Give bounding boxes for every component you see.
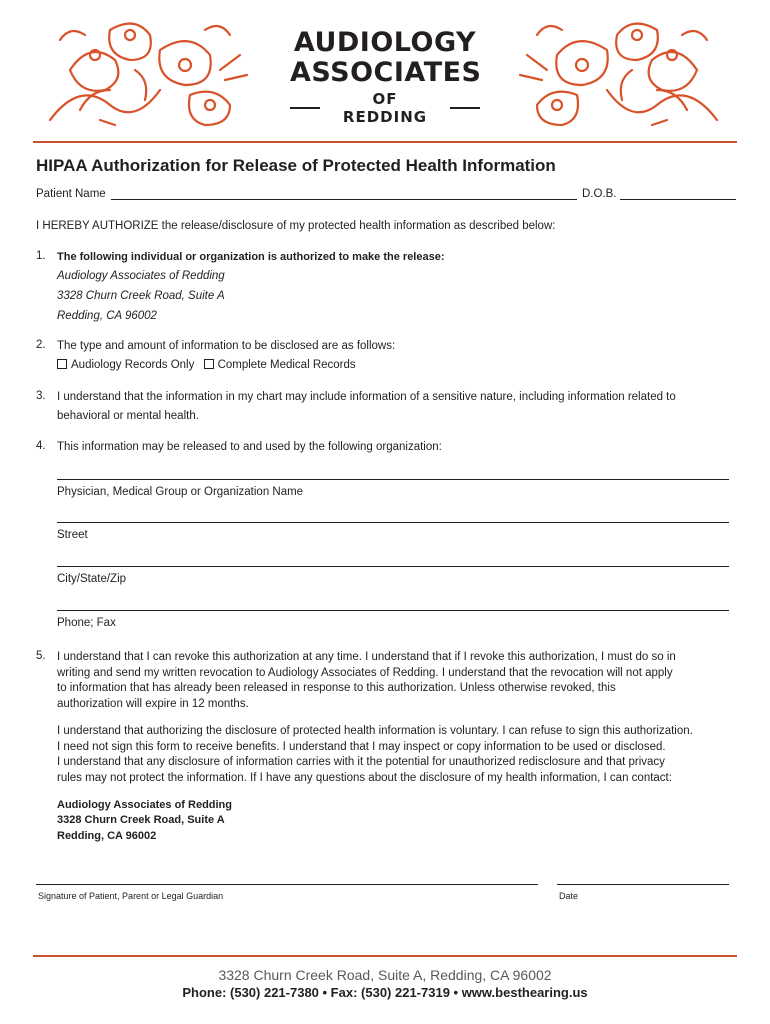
item-5-para-1-line-3: to information that has already been released in response to this authorization. Unless otherwise revoked, this [57,682,616,694]
item-4-number: 4. [36,440,46,452]
intro-text: I HEREBY AUTHORIZE the release/disclosure of my protected health information as described below: [36,220,556,232]
item-2-text: The type and amount of information to be disclosed are as follows: [57,340,396,352]
complete-records-label: Complete Medical Records [217,359,356,371]
phone-fax-label: Phone; Fax [57,617,116,629]
header-divider [33,141,737,143]
street-label: Street [57,529,88,541]
item-1-line-2: 3328 Churn Creek Road, Suite A [57,290,225,302]
date-label: Date [559,891,579,901]
complete-records-checkbox[interactable] [204,359,214,369]
footer-divider [33,955,737,957]
logo-line-1: AUDIOLOGY [293,27,477,58]
item-2-options [57,357,356,373]
item-3-line-1: I understand that the information in my chart may include information of a sensitive nature, including information related to [57,391,676,403]
signature-field[interactable] [36,884,538,885]
logo-line-3 [290,90,480,126]
patient-name-label: Patient Name [36,188,106,200]
company-logo [290,28,480,126]
item-5-para-1-line-1: I understand that I can revoke this authorization at any time. I understand that if I revoke this authorization, I must do so in [57,651,676,663]
logo-dash-right [450,107,480,109]
item-5-para-1-line-4: authorization will expire in 12 months. [57,698,249,710]
item-3-line-2: behavioral or mental health. [57,410,199,422]
logo-dash-left [290,107,320,109]
item-5-para-1-line-2: writing and send my written revocation to Audiology Associates of Redding. I understand that the revocation will not apply [57,667,673,679]
city-state-zip-label: City/State/Zip [57,573,127,585]
audiology-records-checkbox[interactable] [57,359,67,369]
footer-address: 3328 Churn Creek Road, Suite A, Redding, CA 96002 [218,967,552,983]
date-field[interactable] [557,884,729,885]
signature-label: Signature of Patient, Parent or Legal Guardian [38,891,224,901]
item-4-text: This information may be released to and used by the following organization: [57,441,442,453]
item-2-number: 2. [36,339,46,351]
letterhead [0,0,770,135]
dob-label: D.O.B. [582,188,617,200]
item-5-para-2-line-2: I need not sign this form to receive benefits. I understand that I may inspect or copy information to be used or disclosed. [57,741,666,753]
page-title: HIPAA Authorization for Release of Protected Health Information [36,156,556,175]
phone-fax-field[interactable] [57,610,729,611]
patient-name-field[interactable] [111,199,577,200]
audiology-records-label: Audiology Records Only [71,359,195,371]
item-5-para-2-line-4: rules may not protect the information. If I have any questions about the disclosure of my health information, I can contact: [57,772,672,784]
poppy-flowers-icon [512,10,727,130]
organization-name-field[interactable] [57,479,729,480]
contact-street: 3328 Churn Creek Road, Suite A [57,814,225,826]
item-5-number: 5. [36,650,46,662]
contact-name: Audiology Associates of Redding [57,799,232,811]
logo-line-3-text: OF REDDING [342,90,428,126]
item-1-heading: The following individual or organization is authorized to make the release: [57,251,445,263]
dob-field[interactable] [620,199,736,200]
street-field[interactable] [57,522,729,523]
poppy-flowers-icon [40,10,255,130]
logo-line-2: ASSOCIATES [290,57,482,88]
item-5-para-2-line-3: I understand that any disclosure of information carries with it the potential for unauthorized redisclosure and that privacy [57,756,665,768]
item-3-number: 3. [36,390,46,402]
item-1-number: 1. [36,250,46,262]
item-5-para-2-line-1: I understand that authorizing the disclosure of protected health information is voluntary. I can refuse to sign this authorization. [57,725,693,737]
item-1-line-3: Redding, CA 96002 [57,310,157,322]
city-state-zip-field[interactable] [57,566,729,567]
item-1-line-1: Audiology Associates of Redding [57,270,225,282]
contact-city: Redding, CA 96002 [57,830,157,842]
footer-contact: Phone: (530) 221-7380 • Fax: (530) 221-7319 • www.besthearing.us [182,985,588,1000]
organization-name-label: Physician, Medical Group or Organization Name [57,486,304,498]
